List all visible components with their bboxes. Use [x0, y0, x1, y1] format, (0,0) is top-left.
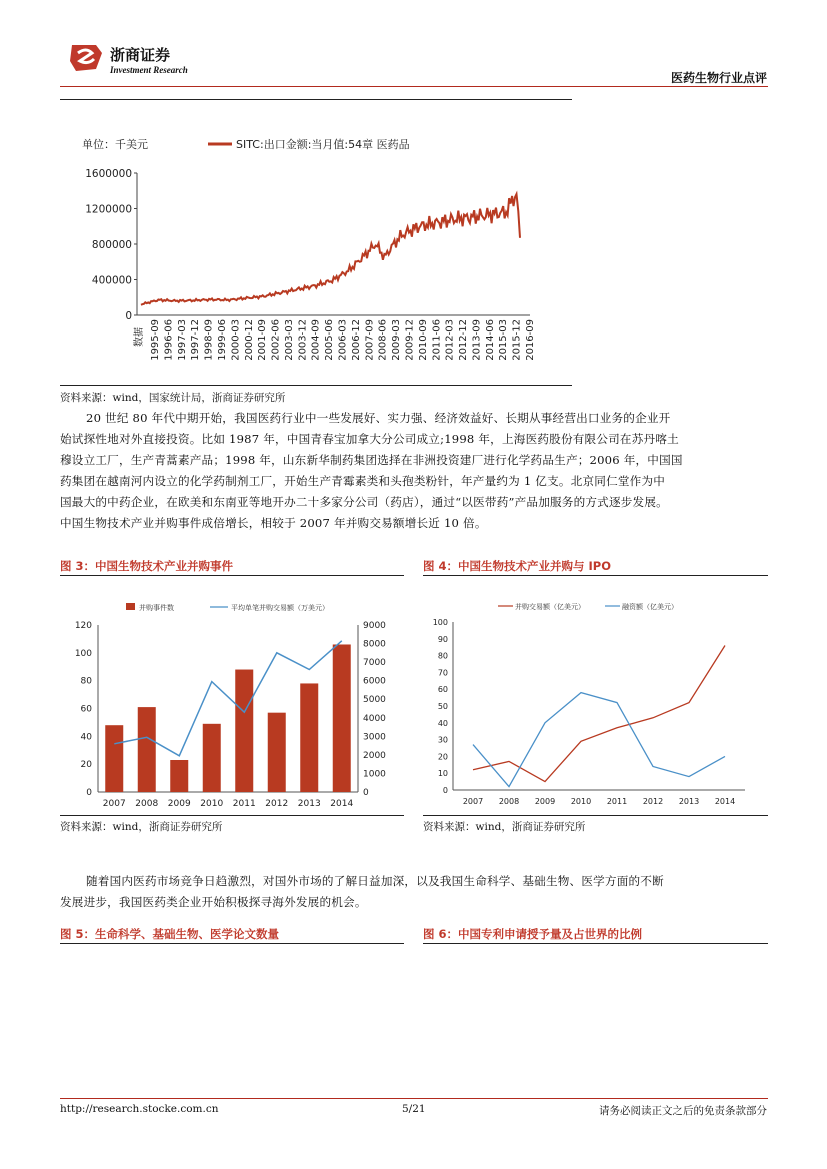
figure3-bottom-rule	[60, 815, 404, 816]
figure4-source: 资料来源：wind，浙商证券研究所	[423, 821, 586, 833]
chart1-x-tick-label: 2012-03	[444, 319, 456, 361]
chart1-x-tick-label: 2005-06	[324, 319, 336, 361]
chart2-y2-tick-label: 8000	[363, 639, 386, 650]
footer-rule	[60, 1098, 768, 1099]
chart1-y-tick-label: 400000	[91, 274, 132, 287]
chart2-bar	[333, 644, 351, 792]
chart1-x-tick-label: 2006-03	[337, 319, 349, 361]
chart1-bottom-rule	[60, 385, 572, 386]
chart3-y-tick-label: 30	[437, 735, 448, 745]
chart2-x-tick-label: 2009	[167, 799, 191, 809]
chart2-bar	[105, 725, 123, 792]
chart2-x-tick-label: 2007	[102, 799, 126, 809]
chart1-unit-label: 单位：千美元	[82, 138, 148, 151]
chart2-y2-tick-label: 3000	[363, 732, 386, 743]
chart3-x-tick-label: 2014	[714, 797, 736, 806]
chart1-x-tick-label: 1998-09	[203, 319, 215, 361]
paragraph-overseas-investment	[60, 408, 770, 534]
chart2-y-tick-label: 60	[80, 704, 92, 715]
chart2-x-tick-label: 2014	[330, 799, 354, 809]
chart2-bar	[170, 760, 188, 792]
paragraph-line: 随着国内医药市场竞争日趋激烈，对国外市场的了解日益加深，以及我国生命科学、基础生物、医学方面的不断	[86, 874, 664, 888]
chart3-ma-line	[473, 646, 725, 782]
figure4-bottom-rule	[423, 815, 768, 816]
chart3-y-tick-label: 0	[442, 786, 448, 795]
chart3-x-tick-label: 2011	[606, 797, 628, 806]
chart3-y-tick-label: 20	[437, 752, 448, 762]
figure6-title-rule	[423, 943, 768, 944]
chart2-y-tick-label: 100	[74, 648, 92, 659]
chart2-y2-tick-label: 0	[363, 788, 369, 798]
ma-events-combo-chart	[60, 590, 404, 815]
chart3-y-tick-label: 70	[437, 668, 448, 678]
chart2-x-tick-label: 2010	[200, 799, 224, 809]
chart3-x-tick-label: 2008	[498, 797, 520, 806]
chart2-y-tick-label: 40	[80, 732, 92, 743]
chart1-x-tick-label: 2015-12	[511, 319, 523, 361]
chart1-y-tick-label: 800000	[91, 239, 132, 251]
figure4-title-rule	[423, 575, 768, 576]
chart2-legend-bar-swatch	[126, 603, 135, 610]
chart1-y-tick-label: 0	[125, 310, 132, 322]
chart2-y2-tick-label: 2000	[363, 750, 386, 761]
logo-icon	[66, 41, 106, 75]
chart3-y-tick-label: 100	[432, 618, 448, 627]
chart3-y-tick-label: 40	[437, 718, 448, 728]
chart2-x-tick-label: 2013	[297, 799, 321, 809]
chart3-y-tick-label: 50	[437, 702, 448, 711]
chart1-x-tick-label: 1997-03	[176, 319, 188, 361]
chart1-x-tick-label: 2002-06	[270, 319, 282, 361]
chart2-y-tick-label: 80	[80, 676, 92, 687]
chart3-ipo-line	[473, 693, 725, 787]
paragraph-line: 穆设立工厂，生产青蒿素产品；1998 年，山东新华制药集团选择在非洲投资建厂进行化学药品生产；2006 年，中国国	[60, 453, 683, 467]
paragraph-overseas-opportunity	[60, 871, 770, 913]
chart2-y2-tick-label: 4000	[363, 713, 386, 724]
chart2-bar	[203, 724, 221, 792]
chart1-x-tick-label: 2010-09	[417, 319, 429, 361]
figure5-title-rule	[60, 943, 404, 944]
chart3-x-tick-label: 2012	[642, 797, 664, 806]
paragraph-line: 国最大的中药企业，在欧美和东南亚等地开办二十多家分公司（药店），通过“以医带药”产品加服务的方式逐步发展。	[60, 495, 668, 509]
chart1-x-tick-label: 1996-06	[163, 319, 175, 361]
figure5-title: 图 5：生命科学、基础生物、医学论文数量	[60, 927, 280, 941]
header-rule	[60, 86, 768, 87]
logo-subtitle: Investment Research	[110, 65, 188, 75]
chart3-legend-ma-label: 并购交易额（亿美元）	[515, 603, 585, 611]
chart3-x-tick-label: 2009	[534, 797, 556, 806]
chart1-x-tick-label: 2013-09	[471, 319, 483, 361]
chart2-y-tick-label: 0	[86, 788, 92, 798]
chart2-y2-tick-label: 5000	[363, 695, 386, 706]
chart2-y2-tick-label: 7000	[363, 658, 386, 669]
chart3-x-tick-label: 2013	[678, 797, 700, 806]
chart3-y-tick-label: 60	[437, 685, 448, 695]
figure6-title: 图 6：中国专利申请授予量及占世界的比例	[423, 927, 643, 941]
paragraph-line: 20 世纪 80 年代中期开始，我国医药行业中一些发展好、实力强、经济效益好、长期从事经营出口业务的企业开	[86, 411, 671, 425]
report-type: 医药生物行业点评	[670, 71, 767, 85]
paragraph-line: 发展进步，我国医药类企业开始积极探寻海外发展的机会。	[60, 895, 367, 909]
chart1-x-tick-label: 2000-12	[243, 319, 255, 361]
chart3-legend-ipo-label: 融资额（亿美元）	[622, 603, 678, 611]
chart1-x-tick-label: 2007-09	[364, 319, 376, 361]
chart1-x-tick-label: 2009-03	[391, 319, 403, 361]
chart2-legend-line-label: 平均单笔并购交易额（万美元）	[231, 604, 329, 612]
chart3-x-tick-label: 2007	[462, 797, 484, 806]
chart1-x-tick-label: 1999-06	[216, 319, 228, 361]
chart1-x-tick-label: 2004-09	[310, 319, 322, 361]
chart1-x-tick-label: 2012-12	[458, 319, 470, 361]
chart2-x-tick-label: 2011	[232, 799, 256, 809]
chart1-y-tick-label: 1200000	[85, 203, 132, 216]
chart3-y-tick-label: 90	[437, 634, 448, 644]
figure3-title-rule	[60, 575, 404, 576]
chart1-x-tick-label: 2016-09	[525, 319, 536, 361]
chart1-x-tick-label: 1997-12	[190, 319, 202, 361]
figure3-source: 资料来源：wind，浙商证券研究所	[60, 821, 223, 833]
chart1-x-tick-label: 2008-06	[377, 319, 389, 361]
chart1-legend-label: SITC:出口金额:当月值:54章 医药品	[236, 138, 410, 151]
chart2-y2-tick-label: 1000	[363, 769, 386, 780]
chart2-x-tick-label: 2012	[265, 799, 289, 809]
chart1-x-tick-label: 2006-12	[350, 319, 362, 361]
chart1-x-tick-label: 2003-03	[283, 319, 295, 361]
chart1-x-tick-label: 2009-12	[404, 319, 416, 361]
paragraph-line: 中国生物技术产业并购事件成倍增长，相较于 2007 年并购交易额增长近 10 倍。	[60, 516, 487, 530]
paragraph-line: 始试探性地对外直接投资。比如 1987 年，中国青春宝加拿大分公司成立;1998 年，上海医药股份有限公司在苏丹喀土	[60, 432, 679, 446]
chart2-y2-tick-label: 9000	[363, 621, 386, 631]
chart3-y-tick-label: 10	[437, 769, 448, 779]
chart2-y-tick-label: 20	[80, 760, 92, 771]
figure4-title: 图 4：中国生物技术产业并购与 IPO	[423, 559, 611, 573]
chart2-y-tick-label: 120	[74, 621, 92, 631]
chart1-x-tick-label: 1995-09	[150, 319, 161, 361]
chart2-y2-tick-label: 6000	[363, 676, 386, 687]
chart1-x-tick-label: 2003-12	[297, 319, 309, 361]
chart1-top-rule	[60, 99, 572, 100]
chart1-x-tick-label: 2015-03	[498, 319, 510, 361]
chart3-x-tick-label: 2010	[570, 797, 592, 806]
chart1-x-tick-label: 2000-03	[230, 319, 242, 361]
logo-name: 浙商证券	[110, 46, 171, 64]
footer-disclaimer: 请务必阅读正文之后的免责条款部分	[599, 1105, 767, 1117]
chart3-y-tick-label: 80	[437, 651, 448, 661]
ma-ipo-line-chart	[423, 590, 768, 815]
chart1-series-line	[141, 194, 520, 305]
chart1-source: 资料来源：wind，国家统计局，浙商证券研究所	[60, 392, 286, 404]
chart2-bar	[138, 707, 156, 792]
chart1-x-first-label: 数据	[134, 327, 145, 347]
chart2-x-tick-label: 2008	[135, 799, 159, 809]
footer-url[interactable]: http://research.stocke.com.cn	[60, 1103, 219, 1115]
chart1-x-tick-label: 2011-06	[431, 319, 443, 361]
chart2-legend-bar-label: 并购事件数	[139, 604, 174, 612]
chart2-bar	[235, 670, 253, 792]
chart1-x-tick-label: 2014-06	[484, 319, 496, 361]
chart2-bar	[268, 713, 286, 792]
page-number: 5/21	[402, 1103, 426, 1115]
chart1-x-tick-label: 2001-09	[257, 319, 269, 361]
chart1-y-tick-label: 1600000	[85, 168, 132, 180]
chart2-bar	[300, 683, 318, 792]
paragraph-line: 药集团在越南河内设立的化学药制剂工厂，开始生产青霉素类和头孢类粉针，年产量约为 1 亿支。北京同仁堂作为中	[60, 474, 666, 488]
export-line-chart	[60, 130, 572, 380]
figure3-title: 图 3：中国生物技术产业并购事件	[60, 559, 234, 573]
